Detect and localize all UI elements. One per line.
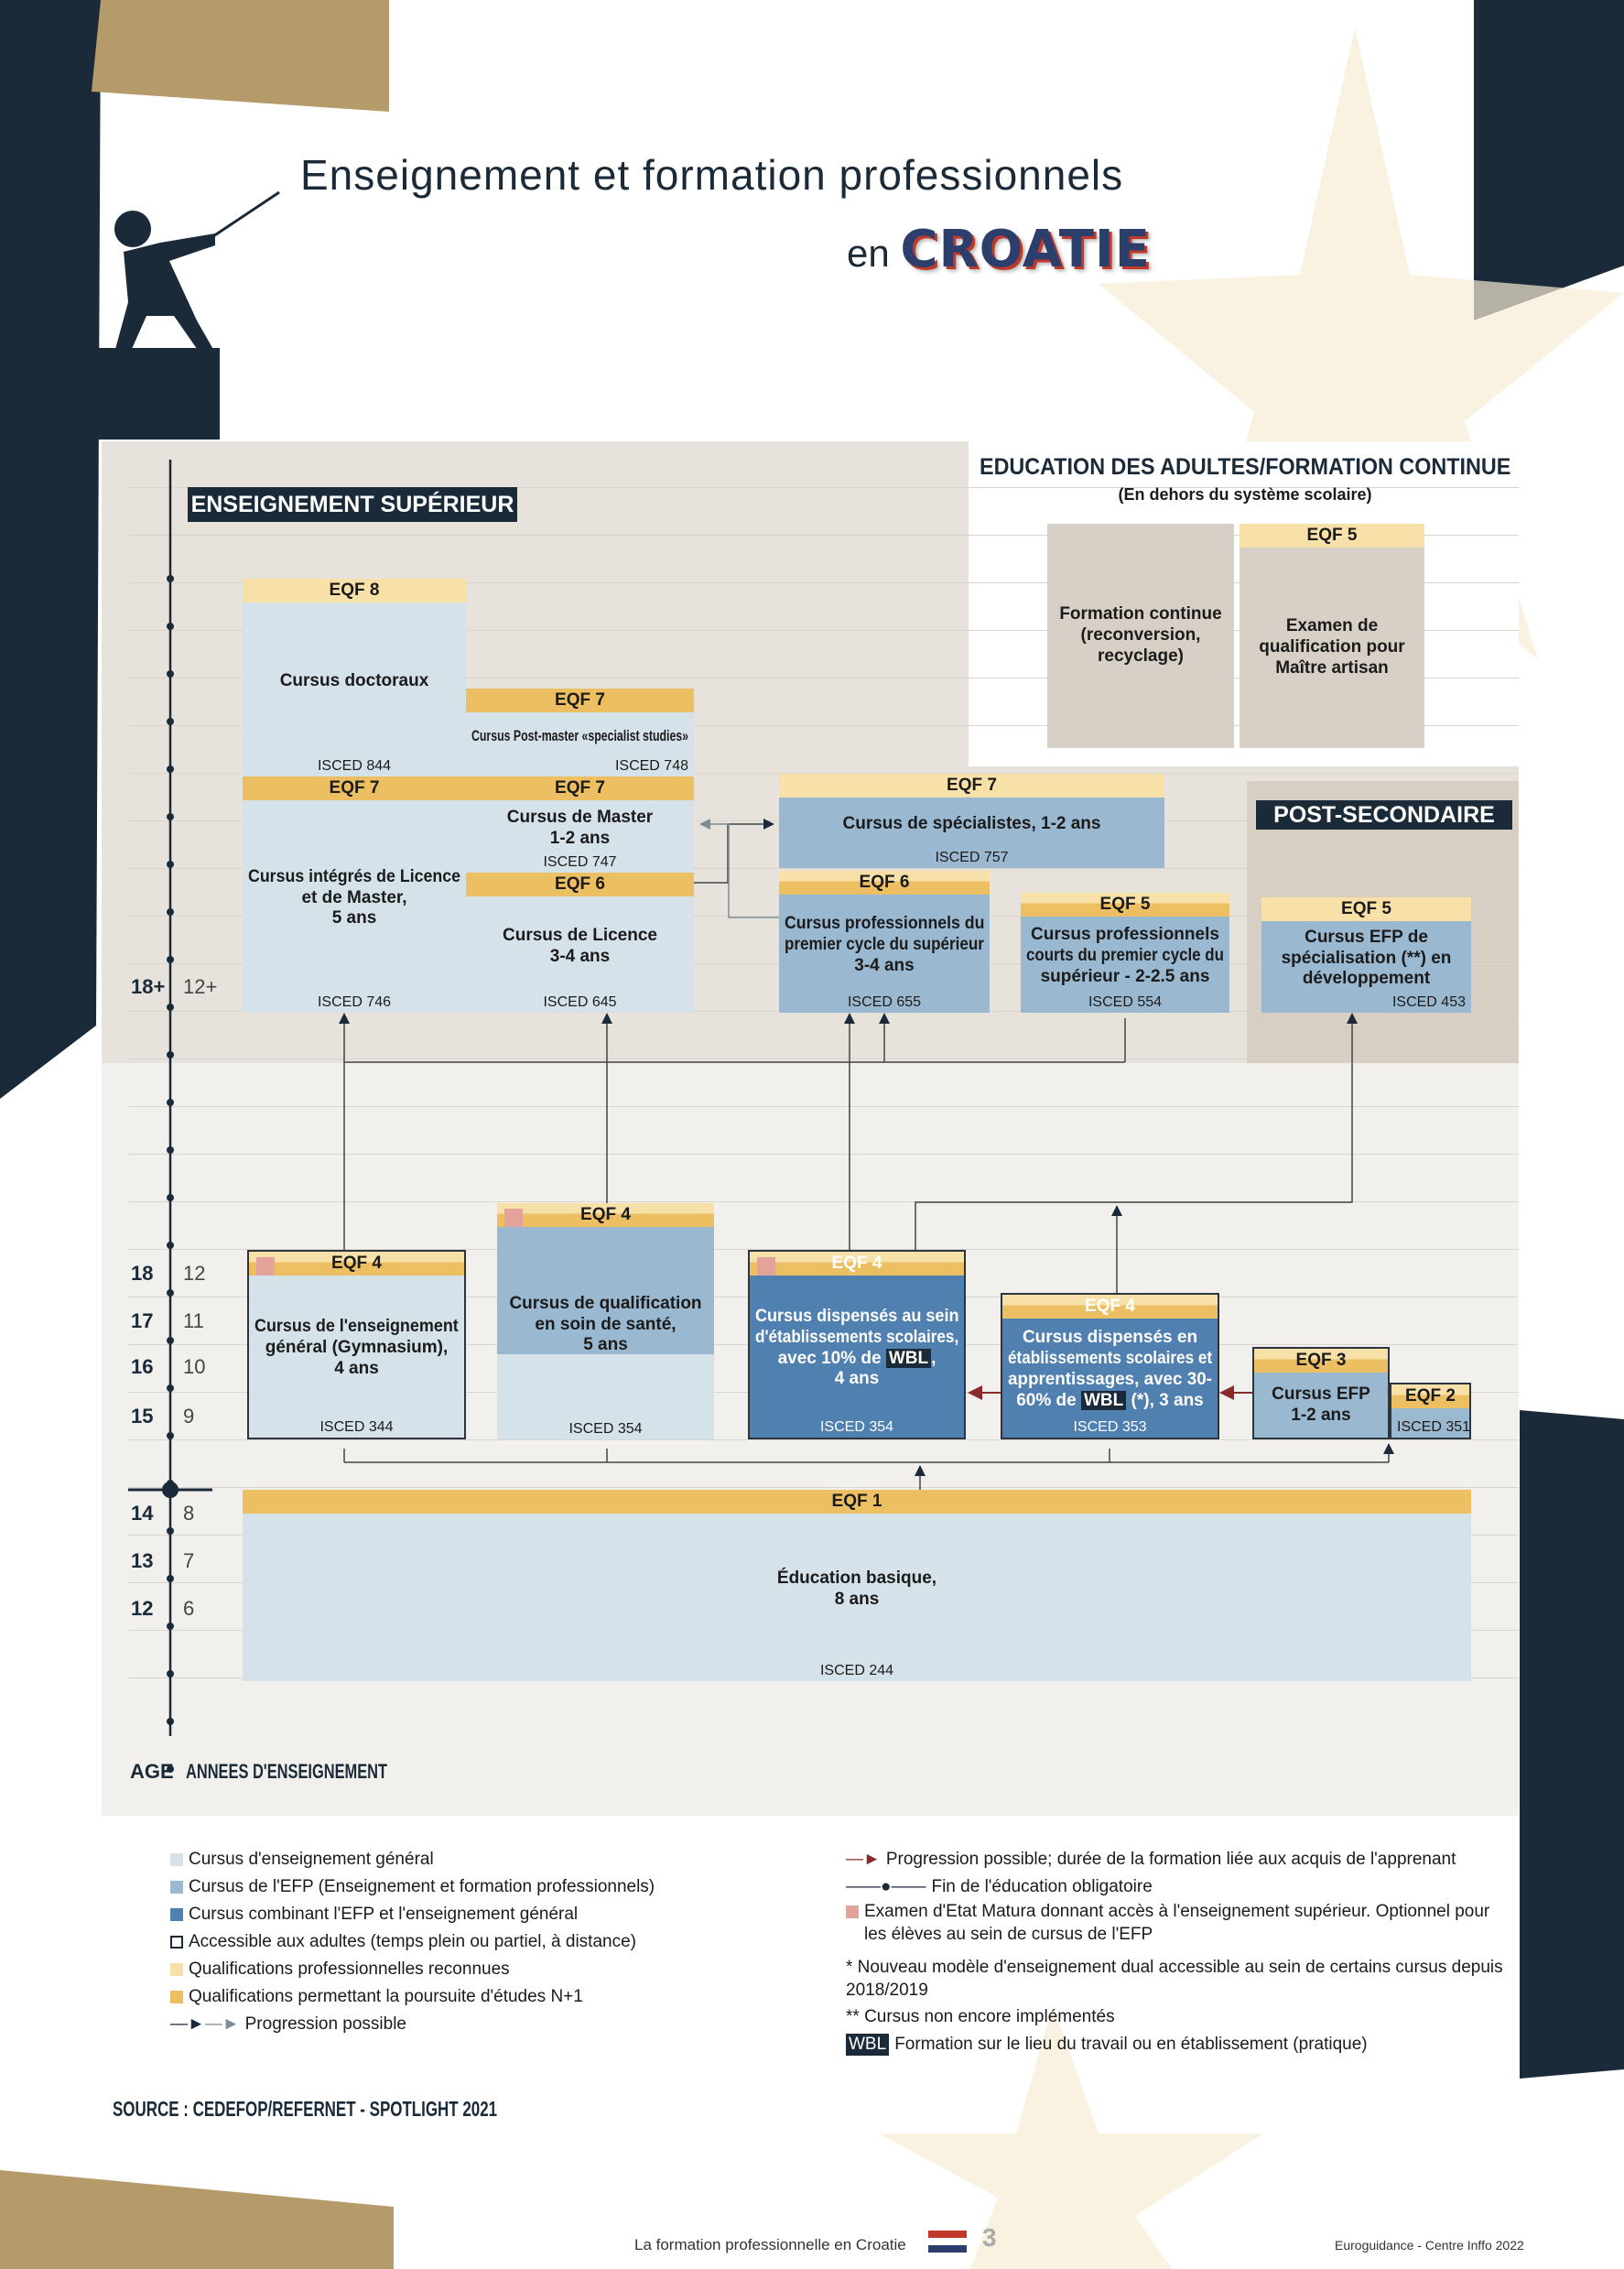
year-label: 8: [183, 1502, 195, 1525]
box-text-group: [503, 1229, 709, 1421]
subtitle-prefix: en: [847, 232, 890, 275]
box-text: 1-2 ans: [1291, 1405, 1351, 1425]
box-text: développement: [1302, 969, 1431, 989]
legend-matura: [846, 1901, 1505, 1956]
box-text: spécialisation (**) en: [1281, 948, 1452, 968]
axis-tick: [167, 1384, 174, 1392]
box-text: Cursus dispensés en: [1022, 1328, 1198, 1348]
arrow-connector-higher: [344, 1018, 1125, 1062]
box-text: 4 ans: [334, 1358, 379, 1378]
legend-combined: [170, 1901, 811, 1928]
source-note: SOURCE : CEDEFOP/REFERNET - SPOTLIGHT 2021: [113, 2097, 498, 2121]
age-label: 15: [131, 1405, 154, 1428]
box-text: 3-4 ans: [549, 946, 611, 966]
pathway-box-efp3: [1252, 1347, 1390, 1439]
box-text: 1-2 ans: [549, 828, 611, 848]
box-text: Cursus dispensés au sein: [755, 1306, 959, 1326]
higher-education-label-text: ENSEIGNEMENT SUPÉRIEUR: [190, 492, 514, 517]
box-text: Cursus EFP: [1272, 1384, 1370, 1404]
pathway-box-spec: [779, 774, 1164, 868]
years-axis-label: ANNEES D'ENSEIGNEMENT: [186, 1760, 388, 1783]
eqf-level: EQF 4: [1002, 1295, 1218, 1319]
eqf-level: EQF 7: [243, 776, 466, 800]
box-text: et de Master,: [301, 887, 407, 907]
age-label: 17: [131, 1309, 154, 1332]
legend-dual: [846, 1956, 1505, 2003]
box-text: Éducation basique,: [776, 1568, 937, 1588]
box-body: [1254, 1373, 1388, 1438]
age-label: 16: [131, 1355, 154, 1378]
box-text-group: [248, 1515, 1466, 1663]
box-text: qualification pour: [1259, 637, 1405, 657]
box-text-group: [254, 1277, 459, 1419]
legend-text: Cursus d'enseignement général: [189, 1849, 434, 1869]
box-text-group: [248, 604, 460, 758]
box-text: Examen de: [1285, 616, 1379, 636]
box-body: [779, 798, 1164, 868]
box-body: [1047, 524, 1234, 748]
pathway-box-basic: [243, 1490, 1471, 1681]
box-text-group: [785, 896, 984, 994]
axis-tick: [167, 670, 174, 678]
year-label: 7: [183, 1549, 195, 1572]
box-text-group: [1245, 549, 1419, 746]
box-body: [1002, 1319, 1218, 1438]
croatia-flag-icon: [928, 2231, 967, 2253]
box-text-group: [755, 1277, 958, 1419]
box-text: Cursus de Master: [506, 807, 654, 827]
isced-code: ISCED 344: [319, 1419, 394, 1435]
pathway-box-postm: [466, 689, 694, 776]
isced-code: ISCED 655: [847, 994, 922, 1010]
box-text: avec 10% de WBL ,: [777, 1348, 937, 1368]
axis-tick: [167, 1289, 174, 1297]
eqf-level: EQF 5: [1021, 893, 1229, 917]
axis-tick: [167, 1194, 174, 1201]
box-text-group: [1260, 1374, 1382, 1436]
legend-red-progression: [846, 1846, 1505, 1873]
box-text: Maître artisan: [1275, 657, 1389, 678]
isced-code: ISCED 244: [819, 1663, 894, 1678]
legend-text: Accessible aux adultes (temps plein ou partiel, à distance): [189, 1931, 636, 1951]
box-body: [779, 895, 990, 1013]
matura-marker: [256, 1257, 275, 1276]
wbl-badge: WBL: [846, 2034, 889, 2057]
legend-general: [170, 1846, 811, 1873]
matura-marker: [757, 1257, 775, 1276]
legend-left: [170, 1846, 811, 2038]
pathway-box-prof: [779, 871, 990, 1013]
country-name: CROATIE: [900, 220, 1151, 279]
box-body: [243, 800, 466, 1013]
axis-tick: [167, 908, 174, 916]
arrow-prof-to-master: [705, 824, 779, 917]
eqf-level: EQF 6: [779, 871, 990, 895]
isced-code: ISCED 354: [819, 1419, 894, 1435]
box-text: supérieur - 2-2.5 ans: [1040, 966, 1210, 986]
box-text-group: [471, 714, 688, 758]
box-text: général (Gymnasium),: [265, 1338, 449, 1358]
page-number: 3: [982, 2223, 997, 2252]
adult-education-subtitle: (En dehors du système scolaire): [1118, 485, 1372, 504]
legend-right: [846, 1846, 1505, 2058]
eqf-level: EQF 7: [466, 776, 694, 800]
box-text: (reconversion,: [1080, 625, 1201, 646]
box-text: 5 ans: [331, 908, 377, 928]
legend-text: Progression possible: [244, 2014, 406, 2034]
box-body: [243, 1514, 1471, 1681]
axis-tick: [167, 1051, 174, 1059]
axis-tick: [167, 1337, 174, 1344]
legend-text: Cursus combinant l'EFP et l'enseignement général: [189, 1904, 579, 1924]
axis-tick: [167, 1718, 174, 1725]
box-text: Cursus EFP de: [1305, 927, 1428, 947]
box-body: [1240, 548, 1424, 748]
swatch-n1: [170, 1991, 183, 2003]
eqf-level: EQF 7: [466, 689, 694, 712]
legend-text: Formation sur le lieu du travail ou en établissement (pratique): [894, 2034, 1368, 2054]
legend-recognised: [170, 1956, 811, 1983]
box-text: Cursus intégrés de Licence: [248, 866, 461, 886]
isced-code: ISCED 748: [614, 758, 688, 774]
box-text-group: [1267, 923, 1466, 994]
box-body: [466, 712, 694, 776]
axis-tick: [167, 623, 174, 630]
year-label: 12: [183, 1262, 206, 1285]
legend-not-implemented: [846, 2003, 1505, 2031]
box-text: 3-4 ans: [854, 955, 915, 975]
box-body: [243, 603, 466, 776]
age-label: 13: [131, 1549, 154, 1572]
matura-marker: [504, 1209, 523, 1227]
eqf-level: EQF 4: [750, 1252, 964, 1276]
eqf-level: EQF 2: [1391, 1384, 1469, 1408]
box-text: Cursus doctoraux: [279, 670, 429, 690]
axis-tick: [167, 1575, 174, 1582]
page-title: Enseignement et formation professionnels: [300, 151, 1124, 199]
axis-tick: [167, 1242, 174, 1249]
box-text: Formation continue: [1059, 604, 1222, 624]
age-label: 18+: [131, 975, 166, 998]
post-secondary-label-text: POST-SECONDAIRE: [1273, 802, 1495, 828]
box-text-group: [1008, 1320, 1212, 1419]
pathway-box-disp: [748, 1250, 966, 1439]
box-text: courts du premier cycle du: [1026, 946, 1224, 966]
eqf-level: EQF 8: [243, 579, 466, 603]
legend-text: ** Cursus non encore implémentés: [846, 2006, 1115, 2026]
axis-tick: [167, 956, 174, 963]
year-label: 12+: [183, 975, 218, 998]
box-text: Cursus professionnels du: [785, 914, 985, 934]
isced-code: ISCED 645: [543, 994, 617, 1010]
axis-tick: [167, 1527, 174, 1535]
pathway-box-eqf2: [1390, 1383, 1471, 1439]
line-dot-icon: ——●——: [846, 1876, 926, 1896]
eqf-level: EQF 1: [243, 1490, 1471, 1514]
isced-code: ISCED 554: [1088, 994, 1163, 1010]
axis-tick: [167, 1432, 174, 1439]
box-body: [249, 1276, 464, 1438]
box-text: 5 ans: [583, 1335, 628, 1355]
progression-arrow-icon: —►—►: [170, 2014, 240, 2034]
box-text-group: [785, 799, 1159, 850]
axis-tick: [167, 1099, 174, 1106]
legend-text: Fin de l'éducation obligatoire: [931, 1876, 1153, 1896]
eqf-level: EQF 4: [497, 1203, 714, 1227]
adult-education-title: EDUCATION DES ADULTES/FORMATION CONTINUE: [980, 454, 1511, 480]
isced-code: ISCED 353: [1073, 1419, 1147, 1435]
legend-vet: [170, 1873, 811, 1901]
box-text: 8 ans: [834, 1589, 880, 1609]
box-text: premier cycle du supérieur: [785, 935, 984, 955]
axis-tick: [167, 575, 174, 582]
eqf-level: EQF 4: [249, 1252, 464, 1276]
box-body: [1261, 921, 1471, 1013]
pathway-box-sante: [497, 1203, 714, 1439]
legend-n1: [170, 1983, 811, 2011]
box-text: Cursus de Licence: [503, 925, 657, 945]
swatch-matura: [846, 1905, 859, 1918]
swatch-vet: [170, 1881, 183, 1894]
box-text-group: [1026, 918, 1224, 994]
arrow-to-postsec: [915, 1018, 1352, 1250]
box-body: [497, 1227, 714, 1439]
eqf-level: EQF 7: [779, 774, 1164, 798]
legend-text: Qualifications professionnelles reconnues: [189, 1959, 510, 1979]
axis-tick: [167, 1670, 174, 1677]
pathway-box-artisan: [1240, 524, 1424, 748]
box-text: recyclage): [1097, 646, 1184, 666]
eqf-level: EQF 6: [466, 873, 694, 896]
legend-text: Progression possible; durée de la formation liée aux acquis de l'apprenant: [885, 1849, 1456, 1869]
isced-code: ISCED 351: [1397, 1419, 1471, 1435]
pathway-box-formcont: [1047, 524, 1234, 748]
swatch-combined: [170, 1908, 183, 1921]
box-body: [750, 1276, 964, 1438]
swatch-outline: [170, 1936, 183, 1949]
isced-code: ISCED 746: [317, 994, 392, 1010]
box-text: établissements scolaires et: [1008, 1349, 1213, 1369]
legend-progression: [170, 2011, 811, 2038]
axis-tick: [167, 1623, 174, 1630]
box-text: en soin de santé,: [535, 1314, 677, 1334]
box-text: Cursus de spécialistes, 1-2 ans: [842, 814, 1101, 834]
axis-tick: [167, 1146, 174, 1154]
axis-tick: [167, 765, 174, 773]
box-text-group: [471, 898, 688, 994]
eqf-level: EQF 5: [1240, 524, 1424, 548]
pathway-box-efpspec: [1261, 897, 1471, 1013]
box-text: 60% de WBL (*), 3 ans: [1016, 1390, 1204, 1410]
legend-text: Cursus de l'EFP (Enseignement et formation professionnels): [189, 1876, 655, 1896]
legend-text: * Nouveau modèle d'enseignement dual accessible au sein de certains cursus depuis 2018/2019: [846, 1958, 1503, 2000]
legend-text: Qualifications permettant la poursuite d'études N+1: [189, 1986, 583, 2006]
box-text: d'établissements scolaires,: [755, 1327, 959, 1347]
box-text: apprentissages, avec 30-: [1008, 1370, 1212, 1389]
age-label: 12: [131, 1597, 154, 1620]
wbl-badge: WBL: [886, 1349, 931, 1368]
year-label: 10: [183, 1355, 206, 1378]
legend-wbl: [846, 2031, 1505, 2058]
box-body: [1021, 917, 1229, 1013]
pathway-box-doct: [243, 579, 466, 776]
pathway-box-master: [466, 776, 694, 873]
footer-title: La formation professionnelle en Croatie: [634, 2236, 906, 2253]
box-body: [466, 800, 694, 873]
year-label: 6: [183, 1597, 195, 1620]
arrow-licence-to-spec: [694, 824, 769, 883]
box-text-group: [471, 802, 688, 854]
isced-code: ISCED 453: [1391, 994, 1466, 1010]
year-label: 9: [183, 1405, 195, 1428]
year-label: 11: [183, 1309, 204, 1332]
age-axis-label: AGE: [130, 1760, 174, 1783]
wbl-badge: WBL: [1081, 1391, 1126, 1410]
axis-tick: [167, 1004, 174, 1011]
isced-code: ISCED 747: [543, 854, 617, 870]
box-body: [1391, 1408, 1469, 1438]
axis-tick: [167, 813, 174, 820]
box-text-group: [1397, 1410, 1464, 1419]
eqf-level: EQF 3: [1254, 1349, 1388, 1373]
pathway-box-licence: [466, 873, 694, 1013]
isced-code: ISCED 757: [935, 850, 1009, 865]
box-text: Cursus de l'enseignement: [254, 1317, 459, 1337]
axis-tick: [167, 718, 174, 725]
box-text: Cursus professionnels: [1031, 925, 1219, 945]
eqf-level: EQF 5: [1261, 897, 1471, 921]
pathway-box-integ: [243, 776, 466, 1013]
isced-code: ISCED 354: [568, 1421, 643, 1437]
pathway-box-gym: [247, 1250, 466, 1439]
age-label: 14: [131, 1502, 154, 1525]
legend-compulsory: [846, 1873, 1505, 1901]
box-text-group: [1053, 526, 1229, 746]
box-body: [466, 896, 694, 1013]
pathway-box-appr: [1001, 1293, 1219, 1439]
red-arrow-icon: —►: [846, 1849, 881, 1869]
box-text: Cursus Post-master «specialist studies»: [471, 726, 689, 744]
swatch-recognised: [170, 1963, 183, 1976]
box-text: Cursus de qualification: [509, 1293, 702, 1313]
axis-tick: [167, 1480, 174, 1487]
box-text: 4 ans: [834, 1369, 880, 1389]
legend-adults: [170, 1928, 811, 1956]
legend-text: Examen d'Etat Matura donnant accès à l'enseignement supérieur. Optionnel pour les élèves au sein de cursus de l'EFP: [864, 1902, 1490, 1944]
swatch-general: [170, 1853, 183, 1866]
box-text-group: [248, 802, 460, 994]
footer-credit: Euroguidance - Centre Inffo 2022: [1335, 2238, 1524, 2253]
age-label: 18: [131, 1262, 154, 1285]
pathway-box-courts: [1021, 893, 1229, 1013]
isced-code: ISCED 844: [317, 758, 392, 774]
axis-tick: [167, 861, 174, 868]
